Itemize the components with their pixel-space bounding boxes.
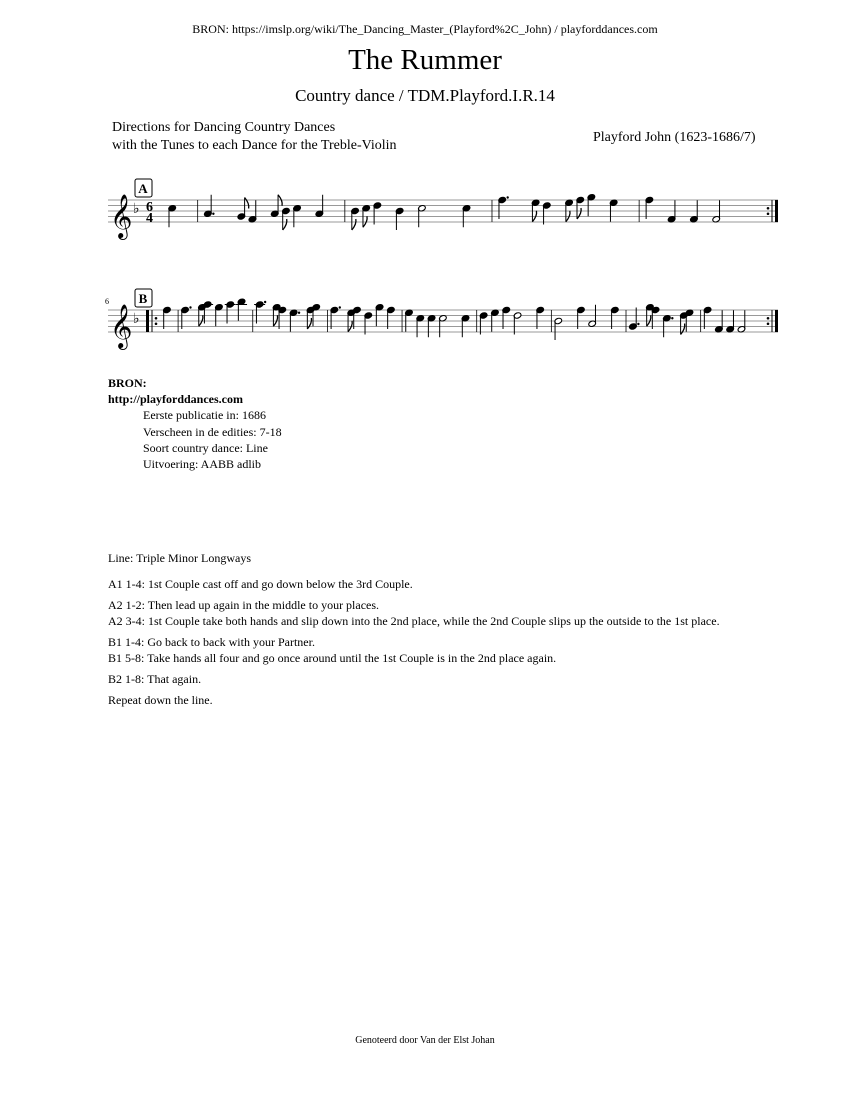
note-dot: [264, 301, 266, 303]
flat-icon: ♭: [133, 311, 140, 327]
measure-number: 6: [105, 297, 109, 306]
dance-step: B1 1-4: Go back to back with your Partner.: [108, 635, 315, 649]
time-signature-bottom: 4: [146, 211, 153, 226]
treble-clef-icon: 𝄞: [110, 304, 133, 348]
note-flag: [283, 219, 287, 230]
page-title: The Rummer: [348, 44, 502, 76]
dance-step: A2 3-4: 1st Couple take both hands and slip down into the 2nd place, while the 2nd Couple slips up the outside to the 1st place.: [108, 614, 720, 628]
rehearsal-mark: B: [138, 291, 148, 306]
note-flag: [352, 219, 356, 230]
repeat-dot: [155, 322, 158, 325]
note-flag: [307, 318, 311, 329]
repeat-dot: [767, 322, 770, 325]
note-dot: [671, 317, 673, 319]
end-repeat-bar: [775, 310, 778, 332]
repeat-dot: [155, 317, 158, 320]
dance-step: Repeat down the line.: [108, 693, 213, 707]
footer-credit: Genoteerd door Van der Elst Johan: [355, 1035, 495, 1046]
subtitle: Country dance / TDM.Playford.I.R.14: [295, 86, 555, 105]
rehearsal-mark: A: [138, 181, 148, 196]
formation: Line: Triple Minor Longways: [108, 551, 251, 565]
info-line: Uitvoering: AABB adlib: [143, 457, 261, 471]
start-repeat-bar: [146, 310, 149, 332]
note-dot: [212, 213, 214, 215]
repeat-dot: [767, 317, 770, 320]
dance-step: A1 1-4: 1st Couple cast off and go down below the 3rd Couple.: [108, 577, 413, 591]
note-dot: [637, 323, 639, 325]
info-line: Soort country dance: Line: [143, 441, 268, 455]
bron-url[interactable]: http://playforddances.com: [108, 392, 243, 406]
note-dot: [506, 196, 508, 198]
note-dot: [339, 306, 341, 308]
end-repeat-bar: [775, 200, 778, 222]
directions-line-2: with the Tunes to each Dance for the Treble-Violin: [112, 138, 397, 153]
treble-clef-icon: 𝄞: [110, 194, 133, 238]
note-flag: [577, 208, 581, 219]
directions-line-1: Directions for Dancing Country Dances: [112, 120, 336, 135]
repeat-dot: [767, 212, 770, 215]
composer: Playford John (1623-1686/7): [593, 130, 756, 145]
note-dot: [189, 306, 191, 308]
note-flag: [245, 198, 249, 209]
repeat-dot: [767, 207, 770, 210]
dance-step: B1 5-8: Take hands all four and go once around until the 1st Couple is in the 2nd place again.: [108, 651, 557, 665]
time-signature-top: 6: [146, 200, 153, 215]
info-line: Verscheen in de edities: 7-18: [143, 425, 282, 439]
source-line: BRON: https://imslp.org/wiki/The_Dancing_Master_(Playford%2C_John) / playforddances.com: [192, 22, 658, 36]
note-flag: [681, 324, 685, 335]
bron-label: BRON:: [108, 376, 147, 390]
info-line: Eerste publicatie in: 1686: [143, 408, 266, 422]
music-score: [0, 0, 850, 380]
dance-step: A2 1-2: Then lead up again in the middle to your places.: [108, 598, 380, 612]
dance-step: B2 1-8: That again.: [108, 672, 202, 686]
note-dot: [298, 312, 300, 314]
flat-icon: ♭: [133, 201, 140, 217]
